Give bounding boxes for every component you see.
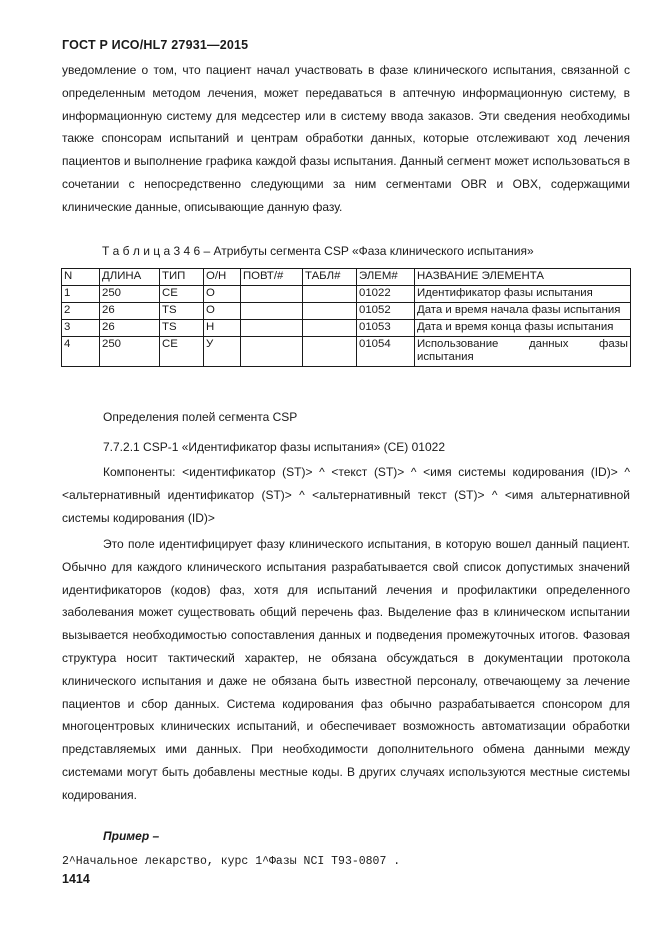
table-row	[62, 303, 631, 320]
segment-attributes-table	[61, 268, 631, 367]
column-header: ДЛИНА	[100, 269, 160, 286]
standard-code-header: ГОСТ Р ИСО/HL7 27931—2015	[62, 38, 249, 52]
table-cell	[303, 320, 357, 337]
table-cell: TS	[160, 303, 204, 320]
table-cell: О	[204, 303, 241, 320]
table-cell: О	[204, 286, 241, 303]
table-header-row	[62, 269, 631, 286]
table-row	[62, 286, 631, 303]
table-cell: Идентификатор фазы испытания	[415, 286, 631, 303]
column-header: НАЗВАНИЕ ЭЛЕМЕНТА	[415, 269, 631, 286]
table-cell: 250	[100, 337, 160, 367]
column-header: ТАБЛ#	[303, 269, 357, 286]
table-cell: 2	[62, 303, 100, 320]
intro-paragraph: уведомление о том, что пациент начал участвовать в фазе клинического испытания, связанной с определенным методом лечения, может передаваться в аптечную информационную систему, в информационную систему для медсестер или в систему ввода заказов. Эти сведения необходимы также спонсорам испытаний и центрам обработки данных, которые отслеживают ход лечения пациентов и выполнение графика каждой фазы испытания. Данный сегмент может использоваться в сочетании с непосредственно следующими за ним сегментами OBR и OBX, содержащими клинические данные, описывающие данную фазу.	[62, 63, 630, 214]
example-code: 2^Начальное лекарство, курс 1^Фазы NCI Т93-0807 .	[62, 855, 401, 868]
definitions-heading: Определения полей сегмента CSP	[103, 410, 298, 424]
table-row	[62, 337, 631, 367]
page-number: 1414	[62, 872, 90, 886]
column-header: ПОВТ/#	[241, 269, 303, 286]
table-cell: Дата и время конца фазы испытания	[415, 320, 631, 337]
table-cell	[303, 337, 357, 367]
table-cell	[241, 286, 303, 303]
table-cell	[241, 337, 303, 367]
table-cell: 01053	[357, 320, 415, 337]
table-cell: 01022	[357, 286, 415, 303]
table-cell	[303, 286, 357, 303]
table-cell: 250	[100, 286, 160, 303]
table-cell: Дата и время начала фазы испытания	[415, 303, 631, 320]
table-cell: У	[204, 337, 241, 367]
table-row	[62, 320, 631, 337]
table-cell: 26	[100, 320, 160, 337]
body-paragraph: Это поле идентифицирует фазу клинического испытания, в которую вошел данный пациент. Обычно для каждого клинического испытания разрабатывается свой список допустимых значений идентификаторов (кодов) фаз, хотя для испытаний лечения и профилактики определенного заболевания может существовать общий перечень фаз. Выделение фаз в клиническом испытании вызывается необходимостью сопоставления данных и подведения промежуточных итогов. Фазовая структура носит тактический характер, не обязана обсуждаться в документации протокола клинического испытания и даже не обязана быть известной персоналу, отвечающему за лечение пациентов и сбор данных. Система кодирования фаз обычно разрабатывается спонсором для многоцентровых клинических испытаний, и обеспечивает возможность автоматизации обработки представляемых ими данных. При необходимости дополнительного обмена данными между системами могут быть добавлены местные коды. В других случаях используются местные системы кодирования.	[62, 537, 630, 802]
example-label: Пример –	[103, 829, 160, 843]
column-header: О/Н	[204, 269, 241, 286]
table-cell: 01054	[357, 337, 415, 367]
table-cell: 3	[62, 320, 100, 337]
column-header: N	[62, 269, 100, 286]
table-cell: CE	[160, 337, 204, 367]
table-cell: TS	[160, 320, 204, 337]
table-cell: Н	[204, 320, 241, 337]
section-heading: 7.7.2.1 CSP-1 «Идентификатор фазы испытания» (CE) 01022	[103, 440, 445, 454]
table-cell: 1	[62, 286, 100, 303]
table-cell: 4	[62, 337, 100, 367]
table-caption: Т а б л и ц а 3 4 6 – Атрибуты сегмента CSP «Фаза клинического испытания»	[102, 244, 534, 258]
table-cell	[303, 303, 357, 320]
table-cell: 26	[100, 303, 160, 320]
column-header: ТИП	[160, 269, 204, 286]
table-cell: CE	[160, 286, 204, 303]
column-header: ЭЛЕМ#	[357, 269, 415, 286]
components-paragraph: Компоненты: <идентификатор (ST)> ^ <текст (ST)> ^ <имя системы кодирования (ID)> ^ <альтернативный идентификатор (ST)> ^ <альтернативный текст (ST)> ^ <имя альтернативной системы кодирования (ID)>	[62, 465, 630, 525]
table-cell	[241, 320, 303, 337]
table-cell: Использование данных фазы испытания	[415, 337, 631, 367]
table-cell	[241, 303, 303, 320]
table-cell: 01052	[357, 303, 415, 320]
